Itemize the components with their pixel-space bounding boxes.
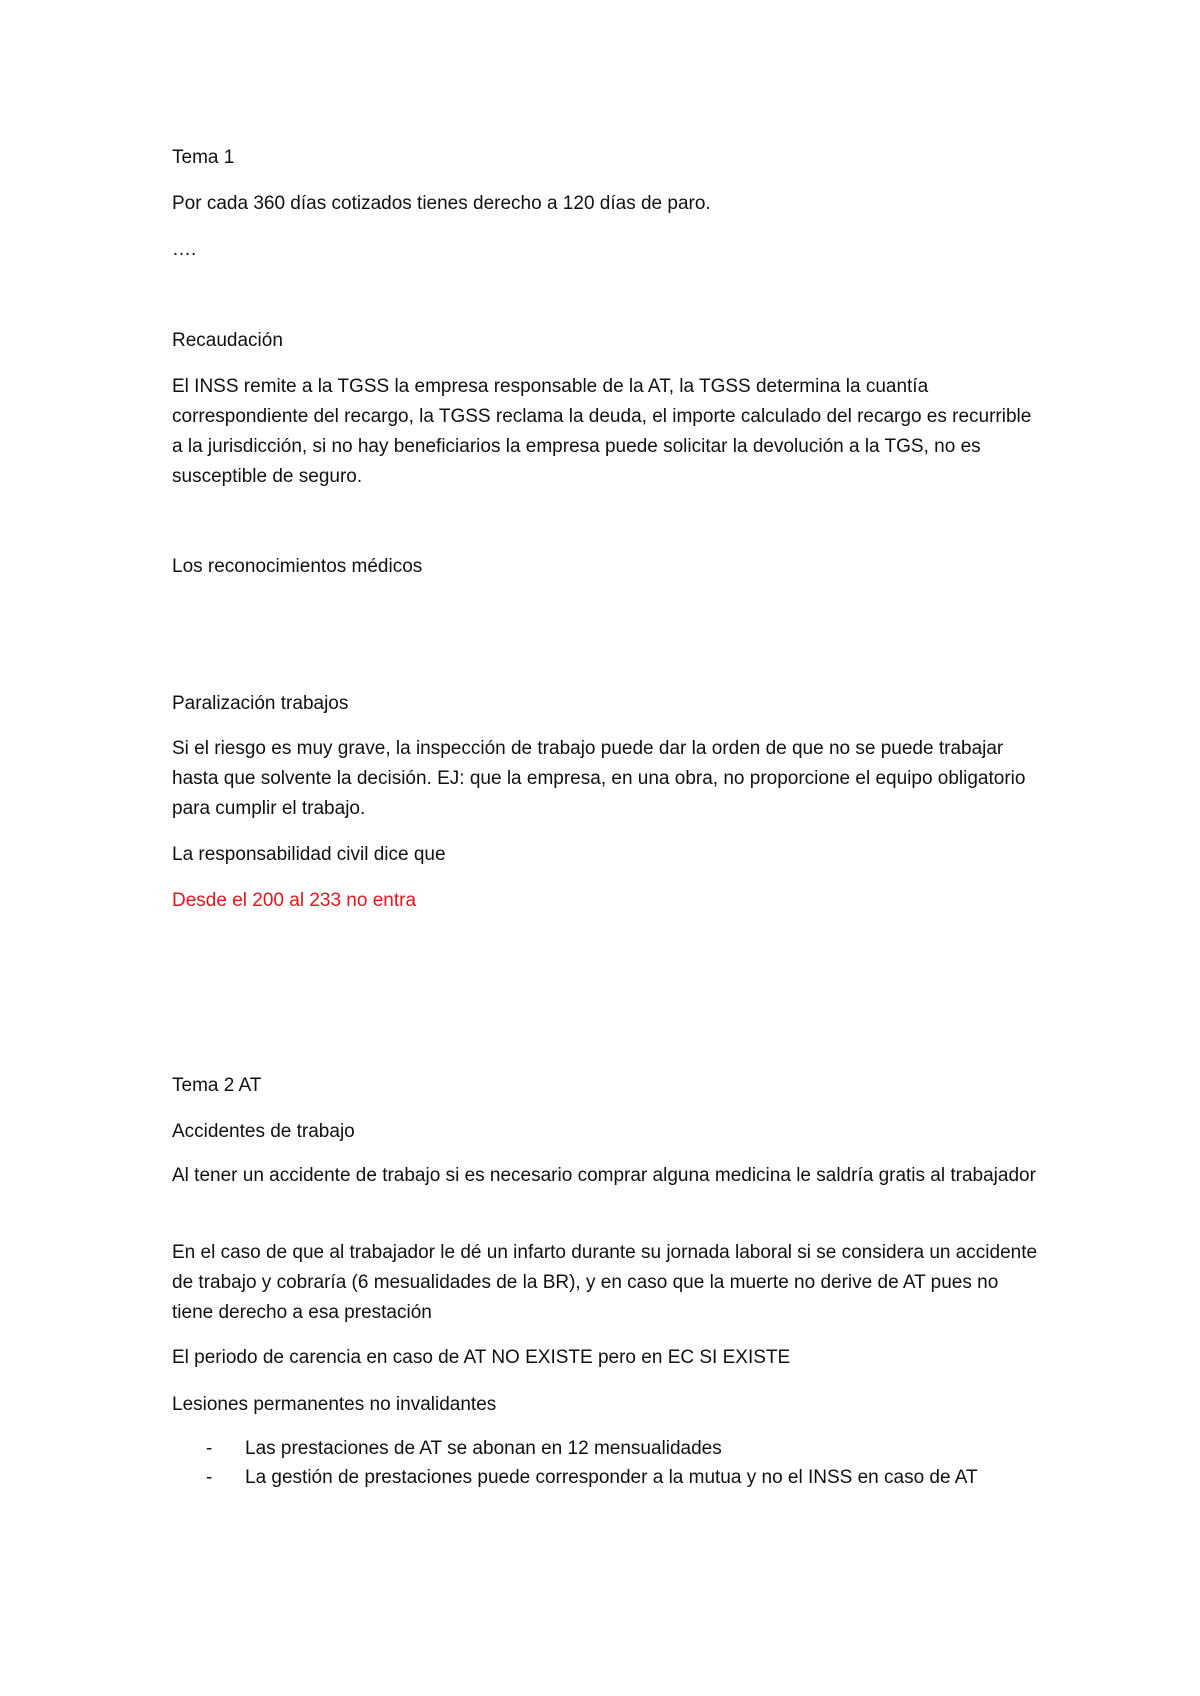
recaudacion-paragraph: El INSS remite a la TGSS la empresa responsable de la AT, la TGSS determina la cuantía correspondiente del recargo, la TGSS reclama la deuda, el importe calculado del recargo es recurrible a la jurisdicción, si no hay beneficiarios la empresa puede solicitar la devolución a la TGS, no es susceptible de seguro.: [172, 376, 1032, 487]
list-item-text: La gestión de prestaciones puede corresponder a la mutua y no el INSS en caso de AT: [245, 1467, 978, 1488]
bullet-dash: -: [206, 1467, 213, 1488]
bullet-dash: -: [206, 1438, 213, 1459]
list-item: [172, 1434, 1042, 1463]
accidentes-paragraph-1: Al tener un accidente de trabajo si es necesario comprar alguna medicina le saldría gratis al trabajador: [172, 1165, 1036, 1186]
responsabilidad-line: La responsabilidad civil dice que: [172, 844, 446, 865]
red-note: Desde el 200 al 233 no entra: [172, 890, 417, 911]
tema1-paragraph: Por cada 360 días cotizados tienes derecho a 120 días de paro.: [172, 193, 711, 214]
ellipsis-line: ….: [172, 239, 197, 260]
list-item: [172, 1463, 1042, 1492]
carencia-line: El periodo de carencia en caso de AT NO EXISTE pero en EC SI EXISTE: [172, 1347, 791, 1368]
paralizacion-paragraph: Si el riesgo es muy grave, la inspección de trabajo puede dar la orden de que no se puede trabajar hasta que solvente la decisión. EJ: que la empresa, en una obra, no proporcione el equipo obligatorio para cumplir el trabajo.: [172, 738, 1026, 819]
paralizacion-heading: Paralización trabajos: [172, 693, 349, 714]
reconocimientos-heading: Los reconocimientos médicos: [172, 556, 423, 577]
bullet-list: [172, 1434, 1042, 1492]
tema1-heading: Tema 1: [172, 147, 235, 168]
accidentes-paragraph-2: En el caso de que al trabajador le dé un infarto durante su jornada laboral si se considera un accidente de trabajo y cobraría (6 mesualidades de la BR), y en caso que la muerte no derive de AT pues no tiene derecho a esa prestación: [172, 1242, 1038, 1323]
list-item-text: Las prestaciones de AT se abonan en 12 mensualidades: [245, 1438, 722, 1459]
tema2-heading: Tema 2 AT: [172, 1075, 262, 1096]
recaudacion-heading: Recaudación: [172, 330, 283, 351]
lesiones-heading: Lesiones permanentes no invalidantes: [172, 1394, 497, 1415]
accidentes-heading: Accidentes de trabajo: [172, 1121, 355, 1142]
